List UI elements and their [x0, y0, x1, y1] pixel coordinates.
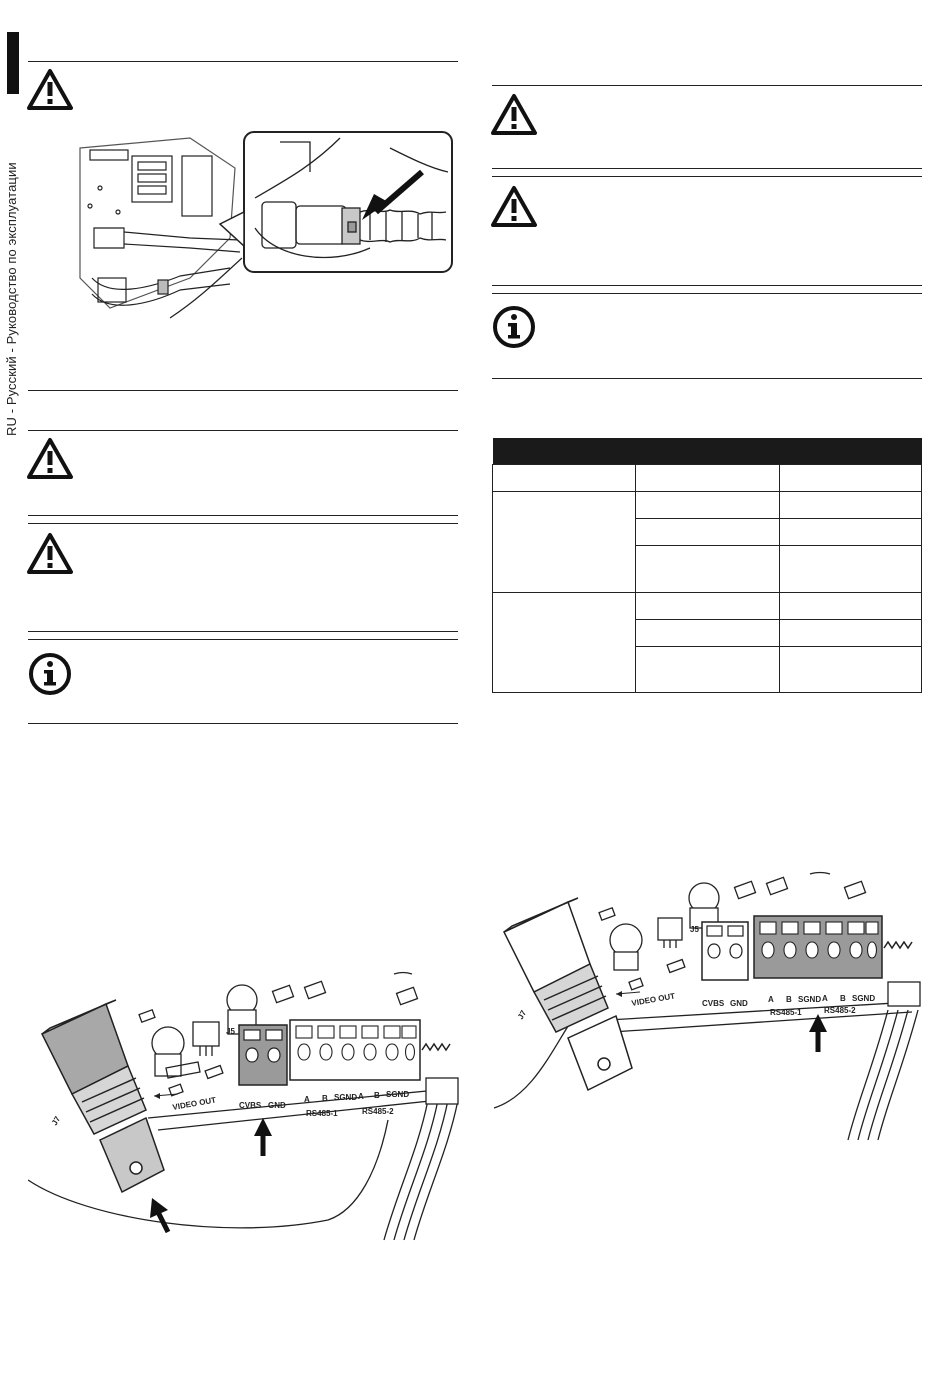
- cvbs-label: CVBS: [239, 1101, 262, 1110]
- left-rule-4: [28, 515, 458, 516]
- left-rule-8: [28, 723, 458, 724]
- rs485-b1-label: B: [322, 1094, 328, 1103]
- info-icon: [490, 305, 538, 349]
- table-row: [493, 492, 922, 519]
- rs485-b2-label: B: [374, 1091, 380, 1100]
- j7-label: J7: [515, 1008, 529, 1021]
- rs485-sgnd2-label: SGND: [386, 1090, 410, 1099]
- table-header-row: [493, 438, 922, 465]
- j5-label: J5: [690, 925, 699, 934]
- table-cell: [780, 647, 922, 693]
- rs485-sgnd1-label: SGND: [798, 995, 822, 1004]
- video-out-label: VIDEO OUT: [630, 991, 676, 1008]
- table-cell: [493, 465, 636, 492]
- rs485-1-label: RS485-1: [770, 1008, 802, 1017]
- left-rule-7: [28, 639, 458, 640]
- rs485-1-label: RS485-1: [306, 1109, 338, 1118]
- warning-triangle-icon: [26, 437, 74, 481]
- rs485-sgnd1-label: SGND: [334, 1093, 358, 1102]
- right-rule-6: [492, 378, 922, 379]
- right-rule-1: [492, 85, 922, 86]
- table-cell: [780, 620, 922, 647]
- table-cell: [636, 546, 780, 593]
- table-cell: [636, 647, 780, 693]
- table-cell: [780, 519, 922, 546]
- info-icon: [26, 652, 74, 696]
- table-header: [493, 438, 922, 465]
- right-rule-3: [492, 176, 922, 177]
- table-cell: [636, 519, 780, 546]
- gnd-label: GND: [730, 999, 748, 1008]
- spec-table: [492, 438, 922, 693]
- warning-triangle-icon: [490, 185, 538, 229]
- right-rule-5: [492, 293, 922, 294]
- j5-label: J5: [226, 1027, 235, 1036]
- warning-triangle-icon: [26, 68, 74, 112]
- table-cell: [493, 492, 636, 593]
- table-cell: [636, 593, 780, 620]
- table-cell: [780, 465, 922, 492]
- left-rule-3: [28, 430, 458, 431]
- right-rule-4: [492, 285, 922, 286]
- board-connector-illustration-left: [28, 970, 460, 1242]
- rs485-b1-label: B: [786, 995, 792, 1004]
- video-out-label: VIDEO OUT: [171, 1095, 217, 1112]
- table-cell: [493, 593, 636, 693]
- table-row: [493, 593, 922, 620]
- table-cell: [636, 465, 780, 492]
- cable-tie-illustration: [70, 128, 455, 336]
- table-cell: [636, 492, 780, 519]
- left-top-rule: [28, 61, 458, 62]
- rs485-sgnd2-label: SGND: [852, 994, 876, 1003]
- rs485-b2-label: B: [840, 994, 846, 1003]
- rs485-2-label: RS485-2: [824, 1006, 856, 1015]
- left-rule-5: [28, 523, 458, 524]
- rs485-2-label: RS485-2: [362, 1107, 394, 1116]
- rs485-a1-label: A: [304, 1095, 310, 1104]
- language-label: RU - Русский - Руководство по эксплуатации: [4, 162, 19, 436]
- table-cell: [780, 492, 922, 519]
- cvbs-label: CVBS: [702, 999, 725, 1008]
- rs485-a2-label: A: [822, 994, 828, 1003]
- rs485-a2-label: A: [358, 1092, 364, 1101]
- warning-triangle-icon: [490, 93, 538, 137]
- right-rule-2: [492, 168, 922, 169]
- table-cell: [780, 593, 922, 620]
- board-connector-illustration-right: [492, 870, 924, 1142]
- left-rule-6: [28, 631, 458, 632]
- rs485-a1-label: A: [768, 995, 774, 1004]
- table-cell: [780, 546, 922, 593]
- gnd-label: GND: [268, 1101, 286, 1110]
- table-cell: [636, 620, 780, 647]
- warning-triangle-icon: [26, 532, 74, 576]
- left-rule-2: [28, 390, 458, 391]
- table-row: [493, 465, 922, 492]
- j7-label: J7: [49, 1114, 63, 1127]
